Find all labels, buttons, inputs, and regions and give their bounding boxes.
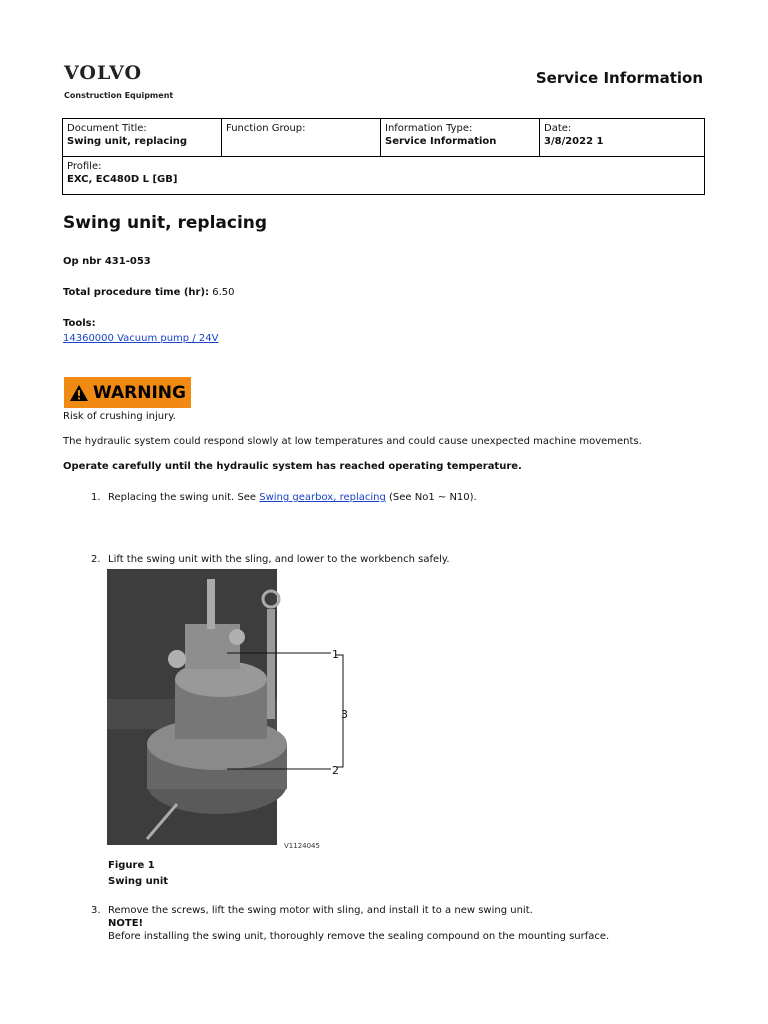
doc-kind-title: Service Information (535, 69, 703, 87)
total-time-label: Total procedure time (hr): (63, 287, 210, 298)
step-text-after: (See No1 ~ N10). (385, 492, 477, 503)
figure-code: V1124045 (284, 842, 320, 850)
figure-number: Figure 1 (108, 860, 155, 871)
total-time-value: 6.50 (212, 287, 235, 298)
op-number: Op nbr 431-053 (63, 256, 151, 267)
step-text (108, 905, 668, 942)
step-number: 1. (91, 492, 101, 503)
meta-label: Profile: (67, 161, 102, 172)
meta-cell-function-group (222, 119, 381, 157)
step-text-before: Replacing the swing unit. See (108, 492, 260, 503)
swing-gearbox-link[interactable]: Swing gearbox, replacing (259, 492, 386, 503)
meta-cell-date (540, 119, 705, 157)
warning-banner (64, 377, 191, 408)
meta-label: Document Title: (67, 123, 147, 134)
meta-value: Swing unit, replacing (67, 136, 188, 147)
meta-label: Information Type: (385, 123, 473, 134)
meta-cell-information-type (381, 119, 540, 157)
callout-3: 3 (341, 708, 348, 721)
callout-2: 2 (332, 764, 339, 777)
brand-subtitle: Construction Equipment (64, 91, 174, 100)
step-number: 2. (91, 554, 101, 565)
meta-value: Service Information (385, 136, 497, 147)
step-text: Lift the swing unit with the sling, and lower to the workbench safely. (108, 554, 450, 565)
note-text: Before installing the swing unit, thoroughly remove the sealing compound on the mounting surface. (108, 931, 610, 942)
meta-value: EXC, EC480D L [GB] (67, 174, 178, 185)
step-text-main: Remove the screws, lift the swing motor with sling, and install it to a new swing unit. (108, 905, 533, 916)
hydraulic-note: The hydraulic system could respond slowly at low temperatures and could cause unexpected machine movements. (63, 436, 642, 447)
note-label: NOTE! (108, 918, 144, 929)
meta-cell-document-title (63, 119, 222, 157)
meta-value: 3/8/2022 1 (544, 136, 604, 147)
figure-title: Swing unit (108, 876, 169, 887)
tools-label: Tools: (63, 318, 96, 329)
step-number: 3. (91, 905, 101, 916)
meta-cell-profile (63, 157, 705, 195)
figure-caption (108, 858, 168, 890)
operate-note: Operate carefully until the hydraulic system has reached operating temperature. (63, 461, 522, 472)
swing-unit-illustration (107, 569, 348, 845)
document-meta-table (62, 118, 705, 195)
warning-label: WARNING (93, 382, 186, 403)
volvo-logo (64, 63, 173, 100)
page-title: Swing unit, replacing (63, 213, 268, 233)
risk-text: Risk of crushing injury. (63, 411, 176, 422)
callout-1: 1 (332, 648, 339, 661)
total-procedure-time (63, 287, 234, 298)
swing-unit-photo (107, 569, 348, 845)
meta-label: Date: (544, 123, 572, 134)
warning-icon (69, 384, 89, 402)
tool-link[interactable]: 14360000 Vacuum pump / 24V (63, 333, 219, 344)
brand-mark: VOLVO (64, 62, 143, 84)
step-text (108, 492, 668, 503)
meta-label: Function Group: (226, 123, 306, 134)
